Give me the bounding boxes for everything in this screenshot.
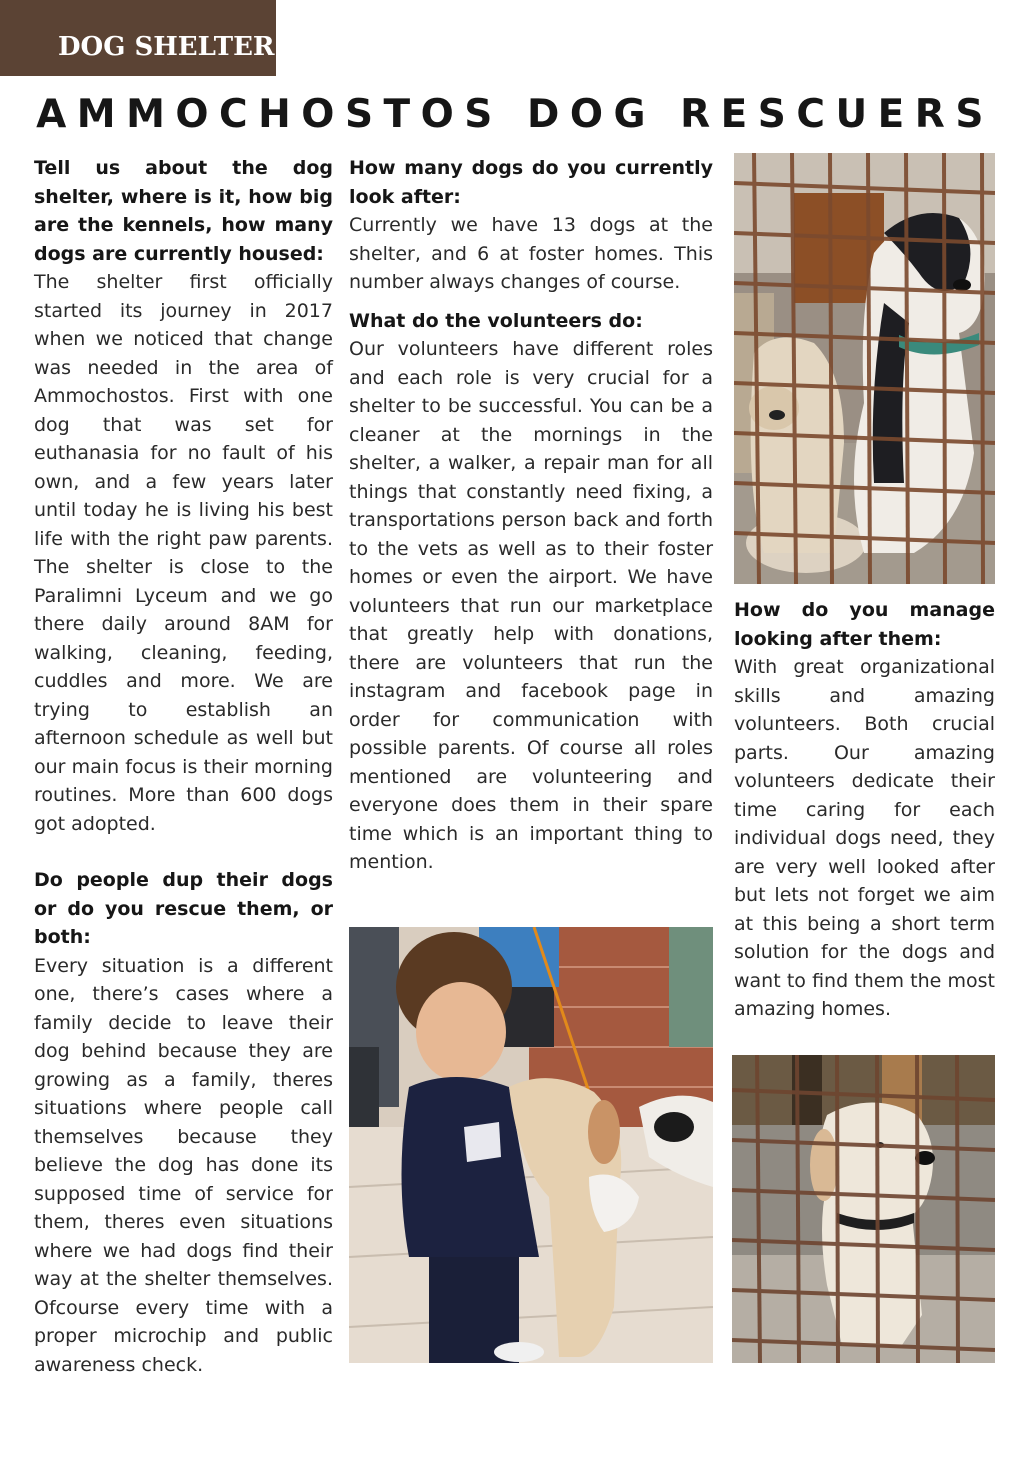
photo-dog-behind-fence: [732, 1055, 995, 1363]
left-column: [34, 154, 333, 1379]
photo-two-dogs-kennel: [734, 153, 995, 584]
question-dog-count: How many dogs do you currently look after:: [349, 157, 713, 208]
middle-column: [349, 154, 713, 877]
photo-boy-with-dog: [349, 927, 713, 1363]
question-dumping: Do people dup their dogs or do you rescue them, or both:: [34, 869, 333, 948]
answer-management: With great organizational skills and amazing volunteers. Both crucial parts. Our amazing volunteers dedicate their time caring for each individual dogs need, they are very well looked after but lets not forget we aim at this being a short term solution for the dogs and want to find them the most amazing homes.: [734, 656, 995, 1020]
section-tag: DOG SHELTER: [0, 0, 276, 76]
page-title: AMMOCHOSTOS DOG RESCUERS: [36, 92, 994, 137]
answer-shelter: The shelter first officially started its journey in 2017 when we noticed that change was needed in the area of Ammochostos. First with one dog that was set for euthanasia for no fault of his own, and a few years later until today he is living his best life with the right paw parents. The shelter is close to the Paralimni Lyceum and we go there daily around 8AM for walking, cleaning, feeding, cuddles and more. We are trying to establish an afternoon schedule as well but our main focus is their morning routines. More than 600 dogs got adopted.: [34, 271, 333, 835]
question-management: How do you manage looking after them:: [734, 599, 995, 650]
question-shelter: Tell us about the dog shelter, where is it, how big are the kennels, how many dogs are currently housed:: [34, 157, 333, 265]
answer-dog-count: Currently we have 13 dogs at the shelter, and 6 at foster homes. This number always changes of course.: [349, 214, 713, 293]
right-column: [734, 596, 995, 1024]
answer-dumping: Every situation is a different one, there’s cases where a family decide to leave their dog behind because they are growing as a family, theres situations where people call themselves because they believe the dog has done its supposed time of service for them, theres even situations where we had dogs find their way at the shelter themselves. Ofcourse every time with a proper microchip and public awareness check.: [34, 954, 333, 1376]
answer-volunteers: Our volunteers have different roles and each role is very crucial for a shelter to be successful. You can be a cleaner at the mornings in the shelter, a walker, a repair man for all things that constantly need fixing, a transportations person back and forth to the vets as well as to their foster homes or even the airport. We have volunteers that run our marketplace that greatly help with donations, there are volunteers that run the instagram and facebook page in order for communication with possible parents. Of course all roles mentioned are volunteering and everyone does them in their spare time which is an important thing to mention.: [349, 338, 713, 873]
question-volunteers: What do the volunteers do:: [349, 309, 643, 332]
